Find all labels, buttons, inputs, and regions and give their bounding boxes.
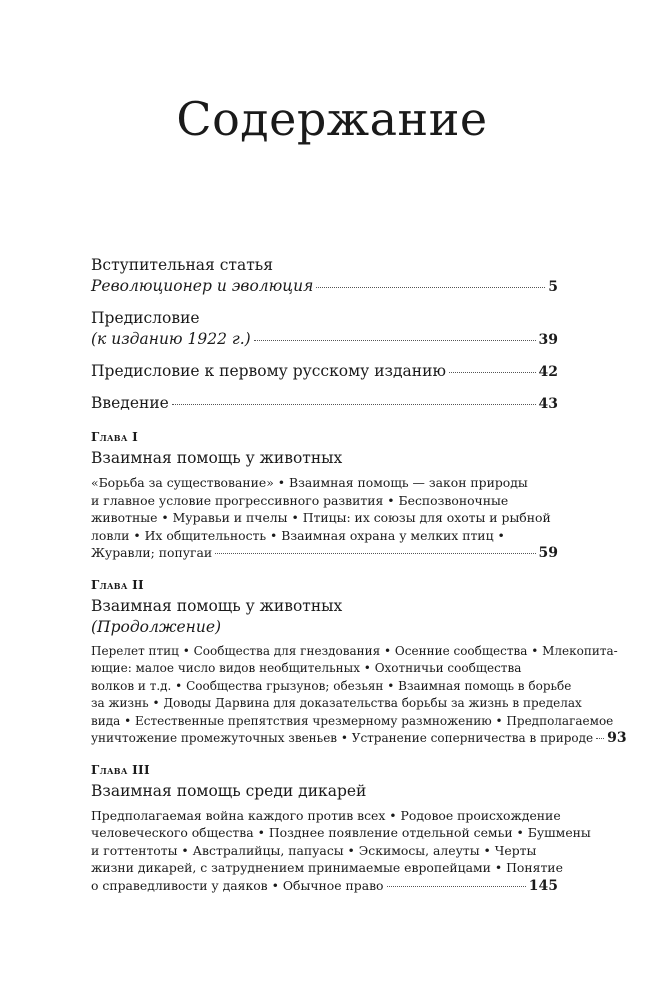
toc-entry-row xyxy=(91,393,558,415)
summary-line: волков и т.д. • Сообщества грызунов; обезьян • Взаимная помощь в борьбе xyxy=(91,678,572,693)
table-of-contents xyxy=(91,255,627,895)
summary-line: человеческого общества • Позднее появление отдельной семьи • Бушмены xyxy=(91,825,591,840)
summary-line: уничтожение промежуточных звеньев • Устранение соперничества в природе xyxy=(91,731,594,745)
chapter-subtitle: (Продолжение) xyxy=(91,617,222,636)
summary-line: ловли • Их общительность • Взаимная охрана у мелких птиц • xyxy=(91,527,505,543)
dot-leader xyxy=(449,372,536,373)
summary-line: и готтентоты • Австралийцы, папуасы • Эскимосы, алеуты • Черты xyxy=(91,842,537,858)
summary-line: животные • Муравьи и пчелы • Птицы: их союзы для охоты и рыбной xyxy=(91,510,551,525)
dot-leader xyxy=(387,886,526,887)
page-number: 42 xyxy=(538,364,558,380)
toc-entry-title: Введение xyxy=(91,394,169,412)
chapter-title: Взаимная помощь среди дикарей xyxy=(91,781,367,800)
toc-entry-preface xyxy=(91,308,558,351)
chapter-title: Взаимная помощь у животных xyxy=(91,596,343,615)
dot-leader xyxy=(254,340,536,341)
chapter-summary xyxy=(91,807,591,896)
toc-chapter-3 xyxy=(91,762,591,896)
summary-line: «Борьба за существование» • Взаимная помощь — закон природы xyxy=(91,475,528,490)
summary-line: ющие: малое число видов необщительных • Охотничьи сообщества xyxy=(91,661,522,675)
toc-entry-row xyxy=(91,361,558,383)
summary-line: за жизнь • Доводы Дарвина для доказательства борьбы за жизнь в пределах xyxy=(91,696,582,710)
toc-entry-row xyxy=(91,329,558,351)
page-number: 5 xyxy=(548,279,558,295)
chapter-summary xyxy=(91,474,558,563)
toc-entry-introductory-article xyxy=(91,255,558,298)
page-number: 145 xyxy=(528,877,558,894)
chapter-title: Взаимная помощь у животных xyxy=(91,449,343,467)
toc-entry-row xyxy=(91,276,558,298)
toc-chapter-1 xyxy=(91,429,558,563)
page-number: 43 xyxy=(538,396,558,412)
toc-entry-subtitle: Революционер и эволюция xyxy=(91,277,314,295)
toc-entry-preface-russian xyxy=(91,361,558,383)
chapter-heading: Глава I xyxy=(91,430,139,444)
toc-entry-title: Вступительная статья xyxy=(91,256,274,274)
chapter-heading: Глава III xyxy=(91,762,150,777)
summary-line: жизни дикарей, с затруднением принимаемые европейцами • Понятие xyxy=(91,860,563,875)
summary-line: Перелет птиц • Сообщества для гнездования • Осенние сообщества • Млекопита- xyxy=(91,643,618,658)
dot-leader xyxy=(596,738,604,739)
summary-last-row xyxy=(91,730,627,748)
summary-line: и главное условие прогрессивного развития • Беспозвоночные xyxy=(91,492,509,508)
summary-line: о справедливости у даяков • Обычное право xyxy=(91,877,384,893)
chapter-heading: Глава II xyxy=(91,577,144,592)
summary-last-row xyxy=(91,877,558,896)
toc-entry-subtitle: (к изданию 1922 г.) xyxy=(91,330,251,348)
page-number: 39 xyxy=(538,332,558,348)
toc-chapter-2 xyxy=(91,577,627,748)
dot-leader xyxy=(215,553,535,554)
toc-entry-title: Предисловие к первому русскому изданию xyxy=(91,362,446,380)
chapter-summary xyxy=(91,643,627,748)
toc-entry-introduction xyxy=(91,393,558,415)
dot-leader xyxy=(172,404,536,405)
page-number: 93 xyxy=(607,730,627,746)
page-title: Содержание xyxy=(176,92,488,146)
summary-line: Предполагаемая война каждого против всех • Родовое происхождение xyxy=(91,807,561,823)
page-number: 59 xyxy=(538,545,558,561)
dot-leader xyxy=(316,287,545,288)
summary-line: Журавли; попугаи xyxy=(91,545,213,560)
summary-last-row xyxy=(91,544,558,563)
summary-line: вида • Естественные препятствия чрезмерному размножению • Предполагаемое xyxy=(91,713,614,728)
toc-entry-title: Предисловие xyxy=(91,309,200,327)
